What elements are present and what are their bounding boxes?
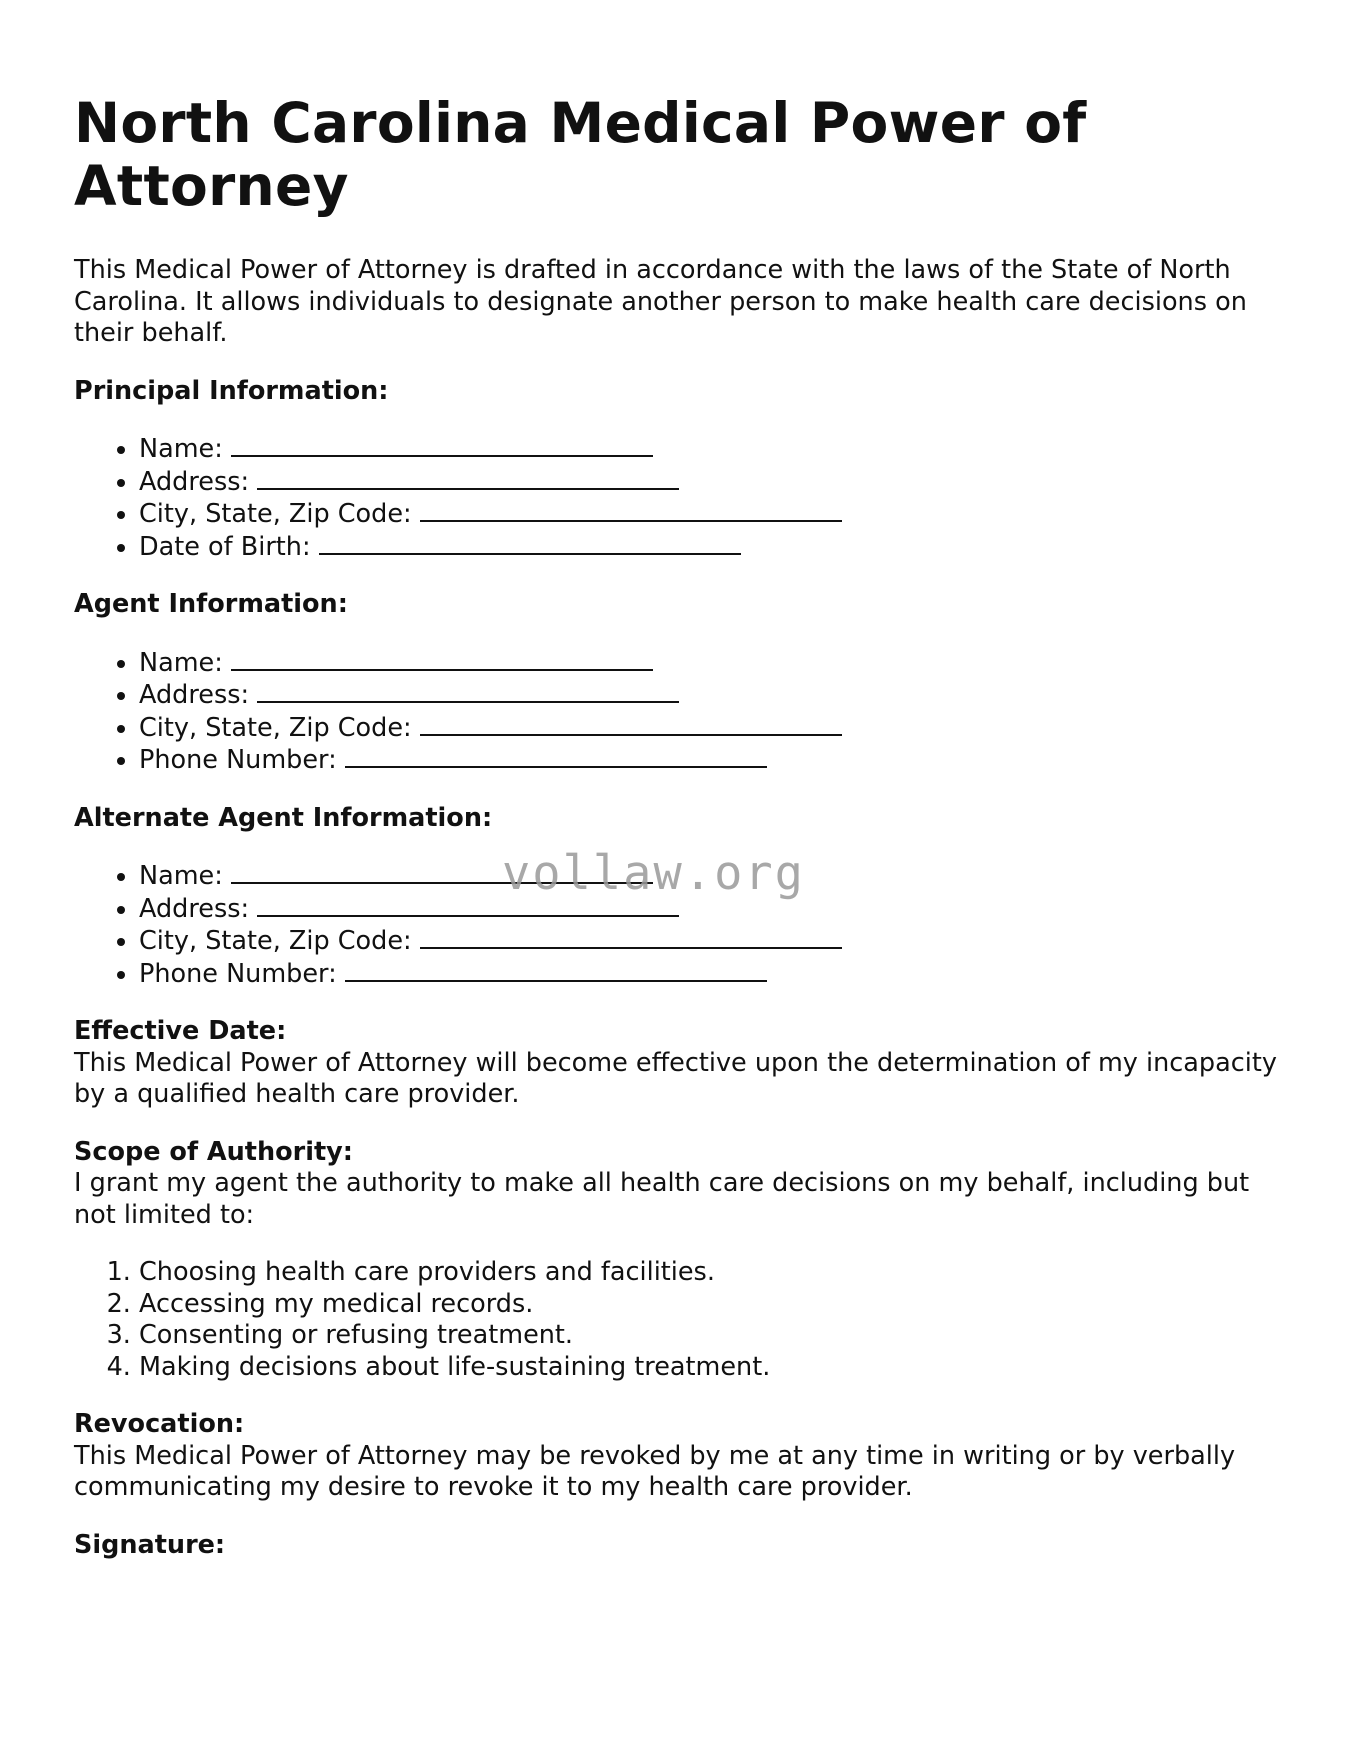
field-label: City, State, Zip Code: (139, 712, 412, 743)
blank-line[interactable] (420, 498, 842, 522)
document-page (74, 92, 1284, 1561)
blank-line[interactable] (257, 466, 679, 490)
field-label: Phone Number: (139, 958, 337, 989)
scope-list-item: 2. Accessing my medical records. (139, 1289, 1284, 1321)
scope-list (74, 1257, 1284, 1383)
field-label: City, State, Zip Code: (139, 499, 412, 529)
blank-line[interactable] (420, 925, 842, 949)
scope-list-item: 3. Consenting or refusing treatment. (139, 1320, 1284, 1352)
principal-dob-field (139, 531, 1284, 564)
principal-fields (74, 433, 1284, 563)
agent-name-field (139, 647, 1284, 680)
scope-heading: Scope of Authority: (74, 1136, 353, 1167)
field-label: Address: (139, 466, 250, 497)
field-label: Date of Birth: (139, 531, 311, 562)
effective-date-paragraph: This Medical Power of Attorney will become effective upon the determination of my incapacity by a qualified health care provider. (74, 1047, 1277, 1109)
blank-line[interactable] (420, 712, 842, 736)
agent-phone-field (139, 744, 1284, 777)
alternate-agent-city-state-zip-field (139, 925, 1284, 958)
alternate-agent-heading: Alternate Agent Information: (74, 802, 493, 833)
blank-line[interactable] (231, 647, 653, 671)
agent-address-field (139, 679, 1284, 712)
field-label: Name: (139, 434, 223, 464)
scope-paragraph: I grant my agent the authority to make all health care decisions on my behalf, including but not limited to: (74, 1168, 1250, 1230)
field-label: Address: (139, 893, 250, 924)
agent-heading: Agent Information: (74, 589, 348, 619)
effective-date-heading: Effective Date: (74, 1016, 287, 1046)
revocation-heading: Revocation: (74, 1409, 245, 1439)
field-label: City, State, Zip Code: (139, 926, 412, 956)
principal-address-field (139, 466, 1284, 499)
revocation-paragraph: This Medical Power of Attorney may be revoked by me at any time in writing or by verbally communicating my desire to revoke it to my health care provider. (74, 1440, 1236, 1502)
scope-list-item: 4. Making decisions about life-sustaining treatment. (139, 1352, 1284, 1384)
agent-fields (74, 647, 1284, 777)
field-label: Phone Number: (139, 745, 337, 775)
document-title: North Carolina Medical Power of Attorney (74, 91, 1087, 218)
principal-city-state-zip-field (139, 498, 1284, 531)
signature-heading: Signature: (74, 1529, 226, 1560)
blank-line[interactable] (257, 679, 679, 703)
field-label: Name: (139, 647, 223, 678)
alternate-agent-phone-field (139, 958, 1284, 991)
blank-line[interactable] (231, 433, 653, 457)
field-label: Address: (139, 680, 250, 710)
blank-line[interactable] (319, 531, 741, 555)
watermark: vollaw.org (502, 846, 805, 901)
field-label: Name: (139, 861, 223, 891)
principal-name-field (139, 433, 1284, 466)
intro-paragraph: This Medical Power of Attorney is drafted in accordance with the laws of the State of North Carolina. It allows individuals to designate another person to make health care decisions on their behalf. (74, 255, 1247, 348)
blank-line[interactable] (345, 744, 767, 768)
principal-heading: Principal Information: (74, 375, 389, 406)
blank-line[interactable] (345, 958, 767, 982)
agent-city-state-zip-field (139, 712, 1284, 745)
scope-list-item: 1. Choosing health care providers and facilities. (139, 1257, 1284, 1289)
